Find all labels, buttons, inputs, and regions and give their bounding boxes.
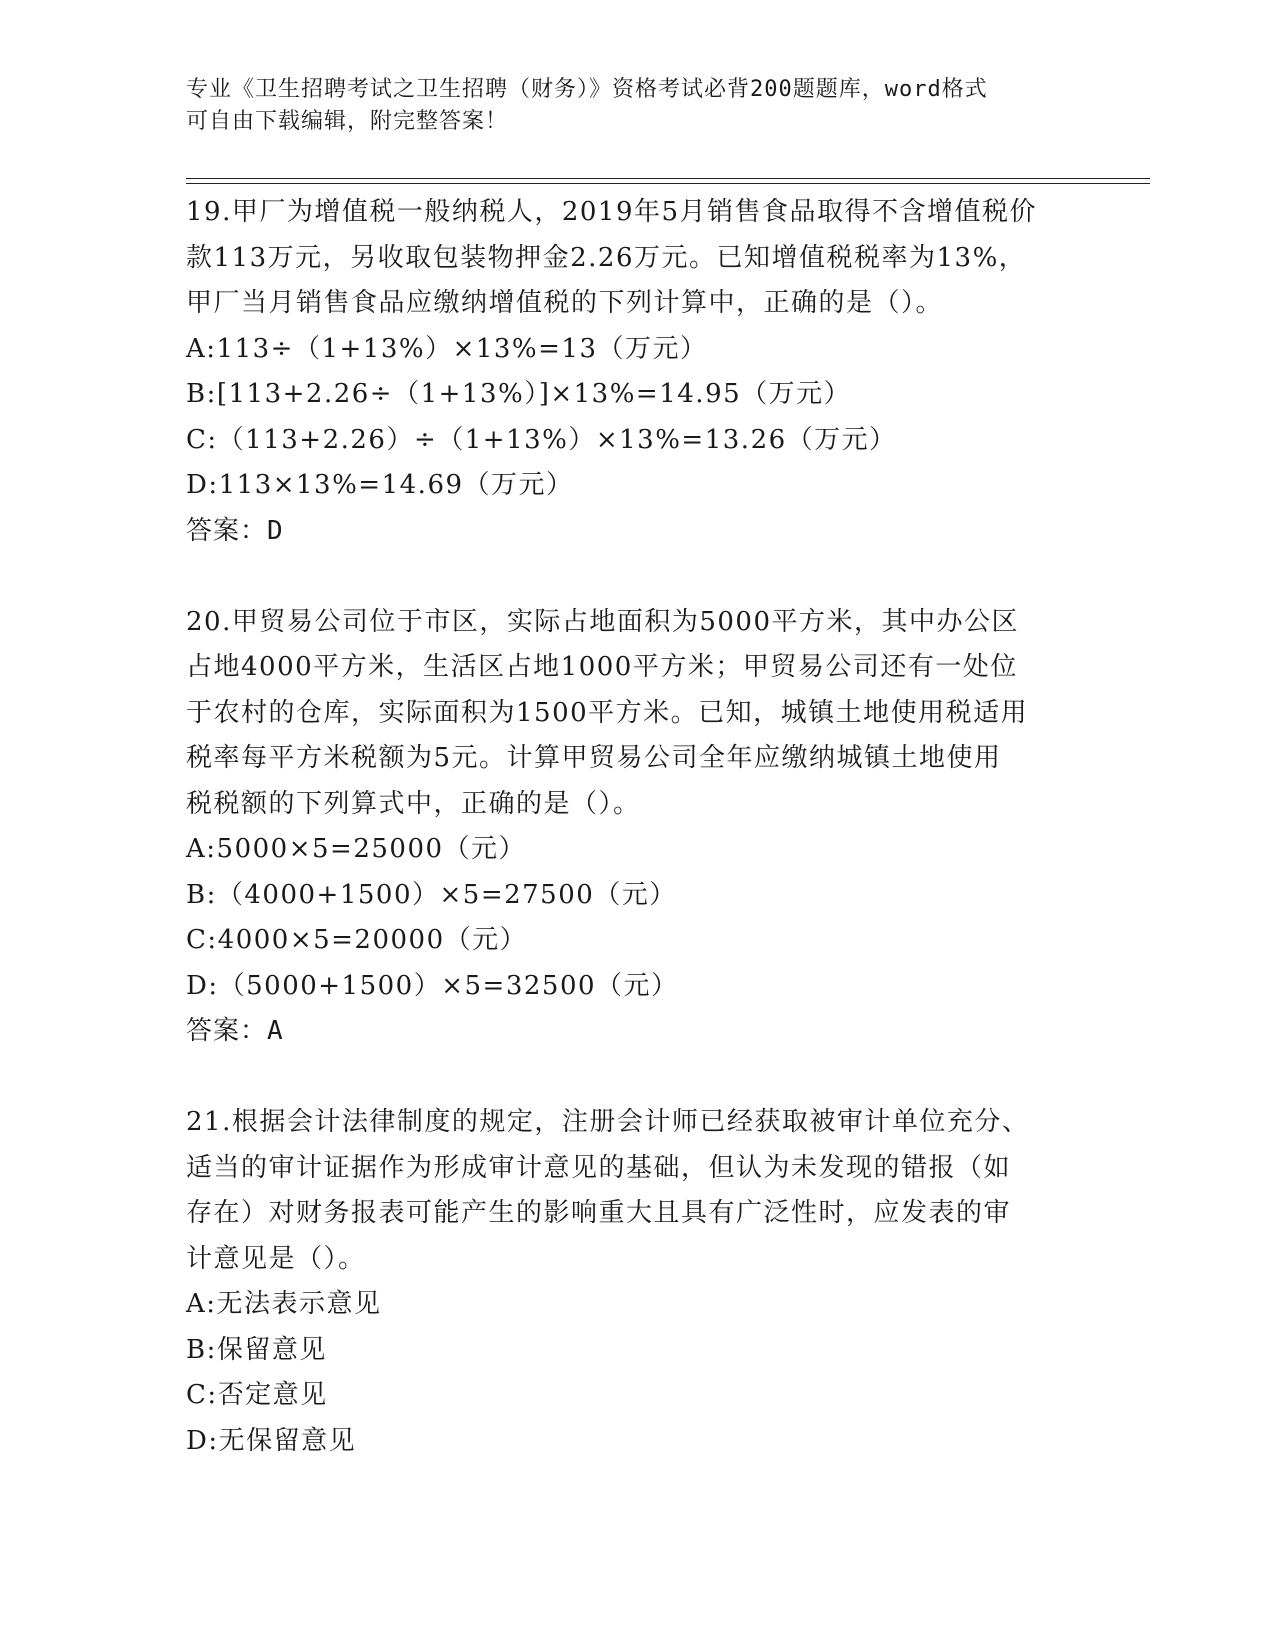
option-c: C:否定意见 [186,1380,328,1410]
question-stem-line: 19.甲厂为增值税一般纳税人，2019年5月销售食品取得不含增值税价 [186,197,1038,227]
question-21 [186,1100,1106,1464]
question-stem-line: 于农村的仓库，实际面积为1500平方米。已知，城镇土地使用税适用 [186,697,1029,728]
spacer [186,1055,1106,1101]
spacer [186,554,1106,600]
option-a: A:113÷（1+13%）×13%=13（万元） [186,333,708,364]
option-d: D:（5000+1500）×5=32500（元） [186,970,679,1001]
option-d: D:113×13%=14.69（万元） [186,470,574,500]
question-stem-line: 计意见是（）。 [186,1243,366,1274]
question-stem-line: 20.甲贸易公司位于市区，实际占地面积为5000平方米，其中办公区 [186,606,1020,637]
document-header [186,74,1086,138]
question-stem-line: 存在）对财务报表可能产生的影响重大且具有广泛性时，应发表的审 [186,1198,1012,1228]
header-line-1: 专业《卫生招聘考试之卫生招聘（财务）》资格考试必背200题题库，word格式 [186,77,988,102]
question-19 [186,190,1106,554]
option-c: C:（113+2.26）÷（1+13%）×13%=13.26（万元） [186,424,897,455]
header-divider-top [186,178,1150,179]
question-stem-line: 适当的审计证据作为形成审计意见的基础，但认为未发现的错报（如 [186,1152,1012,1183]
option-b: B:（4000+1500）×5=27500（元） [186,879,677,910]
question-stem-line: 税率每平方米税额为5元。计算甲贸易公司全年应缴纳城镇土地使用 [186,743,1002,773]
question-stem-line: 税税额的下列算式中，正确的是（）。 [186,788,641,819]
answer-label: 答案：A [186,1016,284,1046]
question-20 [186,600,1106,1055]
option-a: A:5000×5=25000（元） [186,834,527,864]
question-stem-line: 甲厂当月销售食品应缴纳增值税的下列计算中，正确的是（）。 [186,288,944,318]
answer-label: 答案：D [186,515,284,546]
option-d: D:无保留意见 [186,1425,357,1456]
header-line-2: 可自由下载编辑，附完整答案！ [186,109,509,134]
option-c: C:4000×5=20000（元） [186,925,528,955]
option-b: B:[113+2.26÷（1+13%）]×13%=14.95（万元） [186,379,852,409]
question-stem-line: 21.根据会计法律制度的规定，注册会计师已经获取被审计单位充分、 [186,1107,1030,1137]
question-stem-line: 占地4000平方米，生活区占地1000平方米；甲贸易公司还有一处位 [186,652,1018,682]
header-divider-bottom [186,183,1150,184]
option-b: B:保留意见 [186,1334,327,1365]
option-a: A:无法表示意见 [186,1289,382,1319]
question-list [186,190,1106,1464]
question-stem-line: 款113万元，另收取包装物押金2.26万元。已知增值税税率为13%， [186,242,1027,273]
